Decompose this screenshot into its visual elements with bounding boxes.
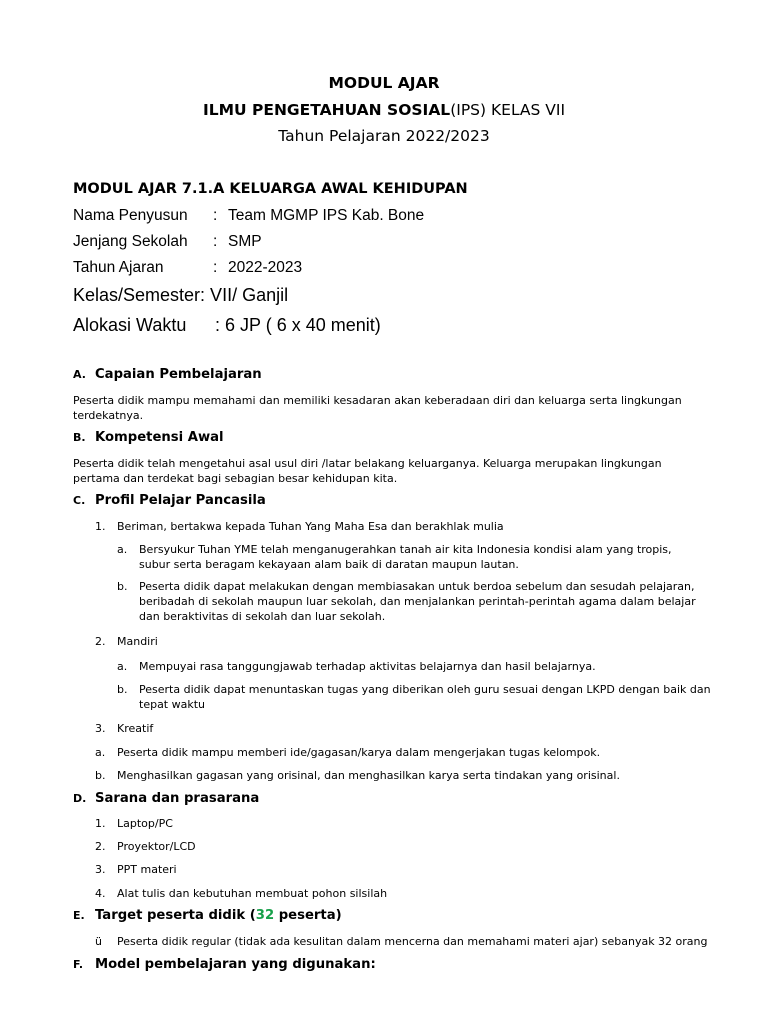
list-letter: a. xyxy=(117,660,128,673)
list-number: 3. xyxy=(95,722,106,735)
doc-title: MODUL AJAR xyxy=(328,74,440,92)
info-colon: : xyxy=(213,233,218,250)
info-tahun xyxy=(73,259,302,277)
info-alokasi xyxy=(73,315,381,336)
section-c-heading xyxy=(73,493,266,508)
list-text: Peserta didik regular (tidak ada kesulitan dalam mencerna dan memahami materi ajar) sebanyak 32 orang xyxy=(117,935,708,948)
info-label: Alokasi Waktu xyxy=(73,315,187,335)
text-line: subur serta beragam kekayaan alam baik di daratan maupun lautan. xyxy=(139,558,519,571)
info-value: 2022-2023 xyxy=(228,259,303,276)
info-colon: : xyxy=(213,207,218,224)
section-e-heading xyxy=(73,908,342,923)
section-title-end: peserta) xyxy=(274,908,342,923)
list-item xyxy=(95,886,595,901)
list-subitem xyxy=(117,579,717,624)
doc-subject-bold: ILMU PENGETAHUAN SOSIAL xyxy=(202,101,451,119)
list-number: 2. xyxy=(95,635,106,648)
list-subitem xyxy=(117,682,727,712)
list-number: 4. xyxy=(95,887,106,900)
list-letter: a. xyxy=(95,746,106,759)
doc-subject xyxy=(0,101,768,119)
text-line: Peserta didik mampu memahami dan memiliki kesadaran akan keberadaan diri dan keluarga serta lingkungan xyxy=(73,394,682,407)
section-title: Profil Pelajar Pancasila xyxy=(95,493,266,508)
bullet-item xyxy=(95,934,725,949)
list-number: 2. xyxy=(95,840,106,853)
section-title: Sarana dan prasarana xyxy=(95,791,260,806)
text-line: dan beraktivitas di sekolah dan luar sekolah. xyxy=(139,610,386,623)
text-line: beribadah di sekolah maupun luar sekolah, dan menjalankan perintah-perintah agama dalam belajar xyxy=(139,595,696,608)
list-subitem xyxy=(95,768,715,783)
text-line: Peserta didik dapat menuntaskan tugas yang diberikan oleh guru sesuai dengan LKPD dengan baik dan xyxy=(139,683,711,696)
list-letter: b. xyxy=(117,580,128,593)
module-heading: MODUL AJAR 7.1.A KELUARGA AWAL KEHIDUPAN xyxy=(73,181,468,197)
list-text: Alat tulis dan kebutuhan membuat pohon silsilah xyxy=(117,887,388,900)
list-letter: b. xyxy=(117,683,128,696)
section-title: Model pembelajaran yang digunakan: xyxy=(95,957,376,972)
list-item xyxy=(95,816,595,831)
list-item xyxy=(95,721,715,736)
section-b-heading xyxy=(73,430,224,445)
section-letter: F. xyxy=(73,958,84,971)
list-subitem xyxy=(95,745,715,760)
list-item xyxy=(95,839,595,854)
text-line: Peserta didik dapat melakukan dengan membiasakan untuk berdoa sebelum dan sesudah pelajaran, xyxy=(139,580,695,593)
section-title: Kompetensi Awal xyxy=(95,430,224,445)
list-text: Beriman, bertakwa kepada Tuhan Yang Maha Esa dan berakhlak mulia xyxy=(117,520,504,533)
info-penyusun xyxy=(73,207,424,225)
list-subitem xyxy=(117,542,717,572)
section-f-heading xyxy=(73,957,376,972)
text-line: Peserta didik telah mengetahui asal usul diri /latar belakang keluarganya. Keluarga merupakan lingkungan xyxy=(73,457,662,470)
list-number: 3. xyxy=(95,863,106,876)
text-line: tepat waktu xyxy=(139,698,206,711)
section-title: Target peserta didik ( xyxy=(95,908,256,923)
list-letter: a. xyxy=(117,543,128,556)
info-value: Team MGMP IPS Kab. Bone xyxy=(228,207,425,224)
list-number: 1. xyxy=(95,520,106,533)
info-value: SMP xyxy=(228,233,262,250)
info-label: Tahun Ajaran xyxy=(73,259,164,276)
list-letter: b. xyxy=(95,769,106,782)
list-text: Proyektor/LCD xyxy=(117,840,196,853)
section-a-text xyxy=(73,393,723,423)
list-text: Mandiri xyxy=(117,635,158,648)
list-text: Mempuyai rasa tanggungjawab terhadap aktivitas belajarnya dan hasil belajarnya. xyxy=(139,660,596,673)
list-text: PPT materi xyxy=(117,863,177,876)
section-title: Capaian Pembelajaran xyxy=(95,367,262,382)
target-count: 32 xyxy=(255,908,275,923)
text-line: terdekatnya. xyxy=(73,409,144,422)
list-text: Peserta didik mampu memberi ide/gagasan/karya dalam mengerjakan tugas kelompok. xyxy=(117,746,601,759)
info-kelas: Kelas/Semester: VII/ Ganjil xyxy=(73,285,289,305)
list-text: Laptop/PC xyxy=(117,817,173,830)
section-b-text xyxy=(73,456,723,486)
list-item xyxy=(95,519,715,534)
section-letter: D. xyxy=(73,792,87,805)
info-jenjang xyxy=(73,233,262,251)
text-line: pertama dan terdekat bagi sebagian besar kehidupan kita. xyxy=(73,472,398,485)
list-text: Kreatif xyxy=(117,722,154,735)
list-text xyxy=(139,579,696,624)
section-letter: E. xyxy=(73,909,85,922)
text-line: Bersyukur Tuhan YME telah menganugerahkan tanah air kita Indonesia kondisi alam yang tropis, xyxy=(139,543,672,556)
section-d-heading xyxy=(73,791,259,806)
list-item xyxy=(95,862,595,877)
section-a-heading xyxy=(73,367,262,382)
list-text xyxy=(139,542,672,572)
doc-year: Tahun Pelajaran 2022/2023 xyxy=(278,127,490,145)
info-colon: : xyxy=(213,259,218,276)
section-letter: C. xyxy=(73,494,86,507)
info-value: : 6 JP ( 6 x 40 menit) xyxy=(215,315,381,335)
list-number: 1. xyxy=(95,817,106,830)
info-label: Jenjang Sekolah xyxy=(73,233,188,250)
doc-subject-rest: (IPS) KELAS VII xyxy=(450,101,566,119)
list-item xyxy=(95,634,715,649)
list-text xyxy=(139,682,711,712)
section-letter: A. xyxy=(73,368,86,381)
section-letter: B. xyxy=(73,431,86,444)
info-label: Nama Penyusun xyxy=(73,207,188,224)
check-bullet-icon: ü xyxy=(95,935,102,948)
list-subitem xyxy=(117,659,717,674)
list-text: Menghasilkan gagasan yang orisinal, dan menghasilkan karya serta tindakan yang orisinal. xyxy=(117,769,620,782)
